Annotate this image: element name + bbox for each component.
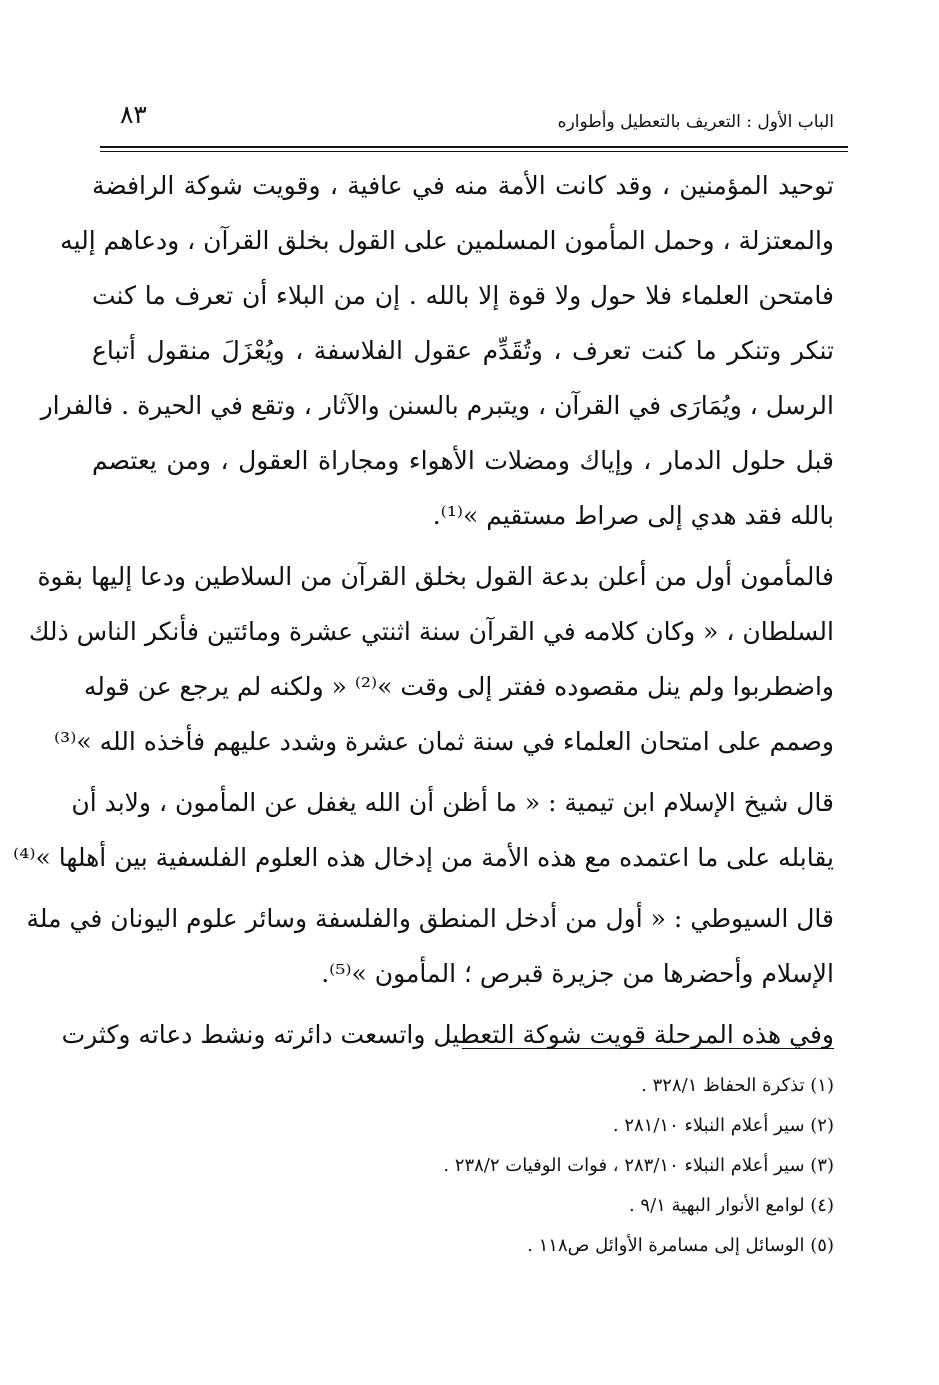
footnote: (٣) سير أعلام النبلاء ٢٨٣/١٠ ، فوات الوفيات ٢٣٨/٢ . [443,1155,834,1176]
paragraph [26,891,834,1001]
footnotes [300,1066,834,1266]
text-line: تنكر وتنكر ما كنت تعرف ، وتُقَدِّم عقول الفلاسفة ، ويُعْزَلَ منقول أتباع [92,336,834,365]
running-head: الباب الأول : التعريف بالتعطيل وأطواره [557,112,834,132]
text-line: قال السيوطي : « أول من أدخل المنطق والفلسفة وسائر علوم اليونان في ملة [26,904,834,933]
page-header [108,98,838,150]
header-rule-thin [100,151,848,152]
paragraph [40,158,834,543]
paragraph [61,1007,834,1062]
text-line: والمعتزلة ، وحمل المأمون المسلمين على القول بخلق القرآن ، ودعاهم إليه [60,226,834,255]
text-line: قال شيخ الإسلام ابن تيمية : « ما أظن أن الله يغفل عن المأمون ، ولابد أن [71,788,834,817]
text-line: وصمم على امتحان العلماء في سنة ثمان عشرة وشدد عليهم فأخذه الله »⁽³⁾ [54,727,834,756]
paragraph [13,775,834,885]
text-line: السلطان ، « وكان كلامه في القرآن سنة اثنتي عشرة ومائتين فأنكر الناس ذلك [28,617,834,646]
text-line: توحيد المؤمنين ، وقد كانت الأمة منه في عافية ، وقويت شوكة الرافضة [92,171,834,200]
text-line: فامتحن العلماء فلا حول ولا قوة إلا بالله . إن من البلاء أن تعرف ما كنت [92,281,834,310]
footnote: (٤) لوامع الأنوار البهية ٩/١ . [628,1195,834,1216]
footnote: (٥) الوسائل إلى مسامرة الأوائل ص١١٨ . [527,1235,834,1256]
text-line: الإسلام وأحضرها من جزيرة قبرص ؛ المأمون »⁽⁵⁾. [321,959,834,988]
footnote-rule [462,1048,834,1049]
page-number: ٨٣ [120,100,147,129]
footnote: (١) تذكرة الحفاظ ٣٢٨/١ . [641,1075,834,1096]
header-rule [100,146,848,148]
text-line: الرسل ، ويُمَارَى في القرآن ، ويتبرم بالسنن والآثار ، وتقع في الحيرة . فالفرار [40,391,834,420]
text-line: قبل حلول الدمار ، وإياك ومضلات الأهواء ومجاراة العقول ، ومن يعتصم [92,446,834,475]
main-text [13,158,834,1062]
footnote: (٢) سير أعلام النبلاء ٢٨١/١٠ . [612,1115,834,1136]
text-line: وفي هذه المرحلة قويت شوكة التعطيل واتسعت دائرته ونشط دعاته وكثرت [61,1020,834,1049]
text-line: يقابله على ما اعتمده مع هذه الأمة من إدخال هذه العلوم الفلسفية بين أهلها »⁽⁴⁾ [13,843,834,872]
text-line: فالمأمون أول من أعلن بدعة القول بخلق القرآن من السلاطين ودعا إليها بقوة [37,562,834,591]
paragraph [28,549,834,769]
text-line: واضطربوا ولم ينل مقصوده ففتر إلى وقت »⁽²⁾ « ولكنه لم يرجع عن قوله [83,672,834,701]
text-line: بالله فقد هدي إلى صراط مستقيم »⁽¹⁾. [432,501,834,530]
